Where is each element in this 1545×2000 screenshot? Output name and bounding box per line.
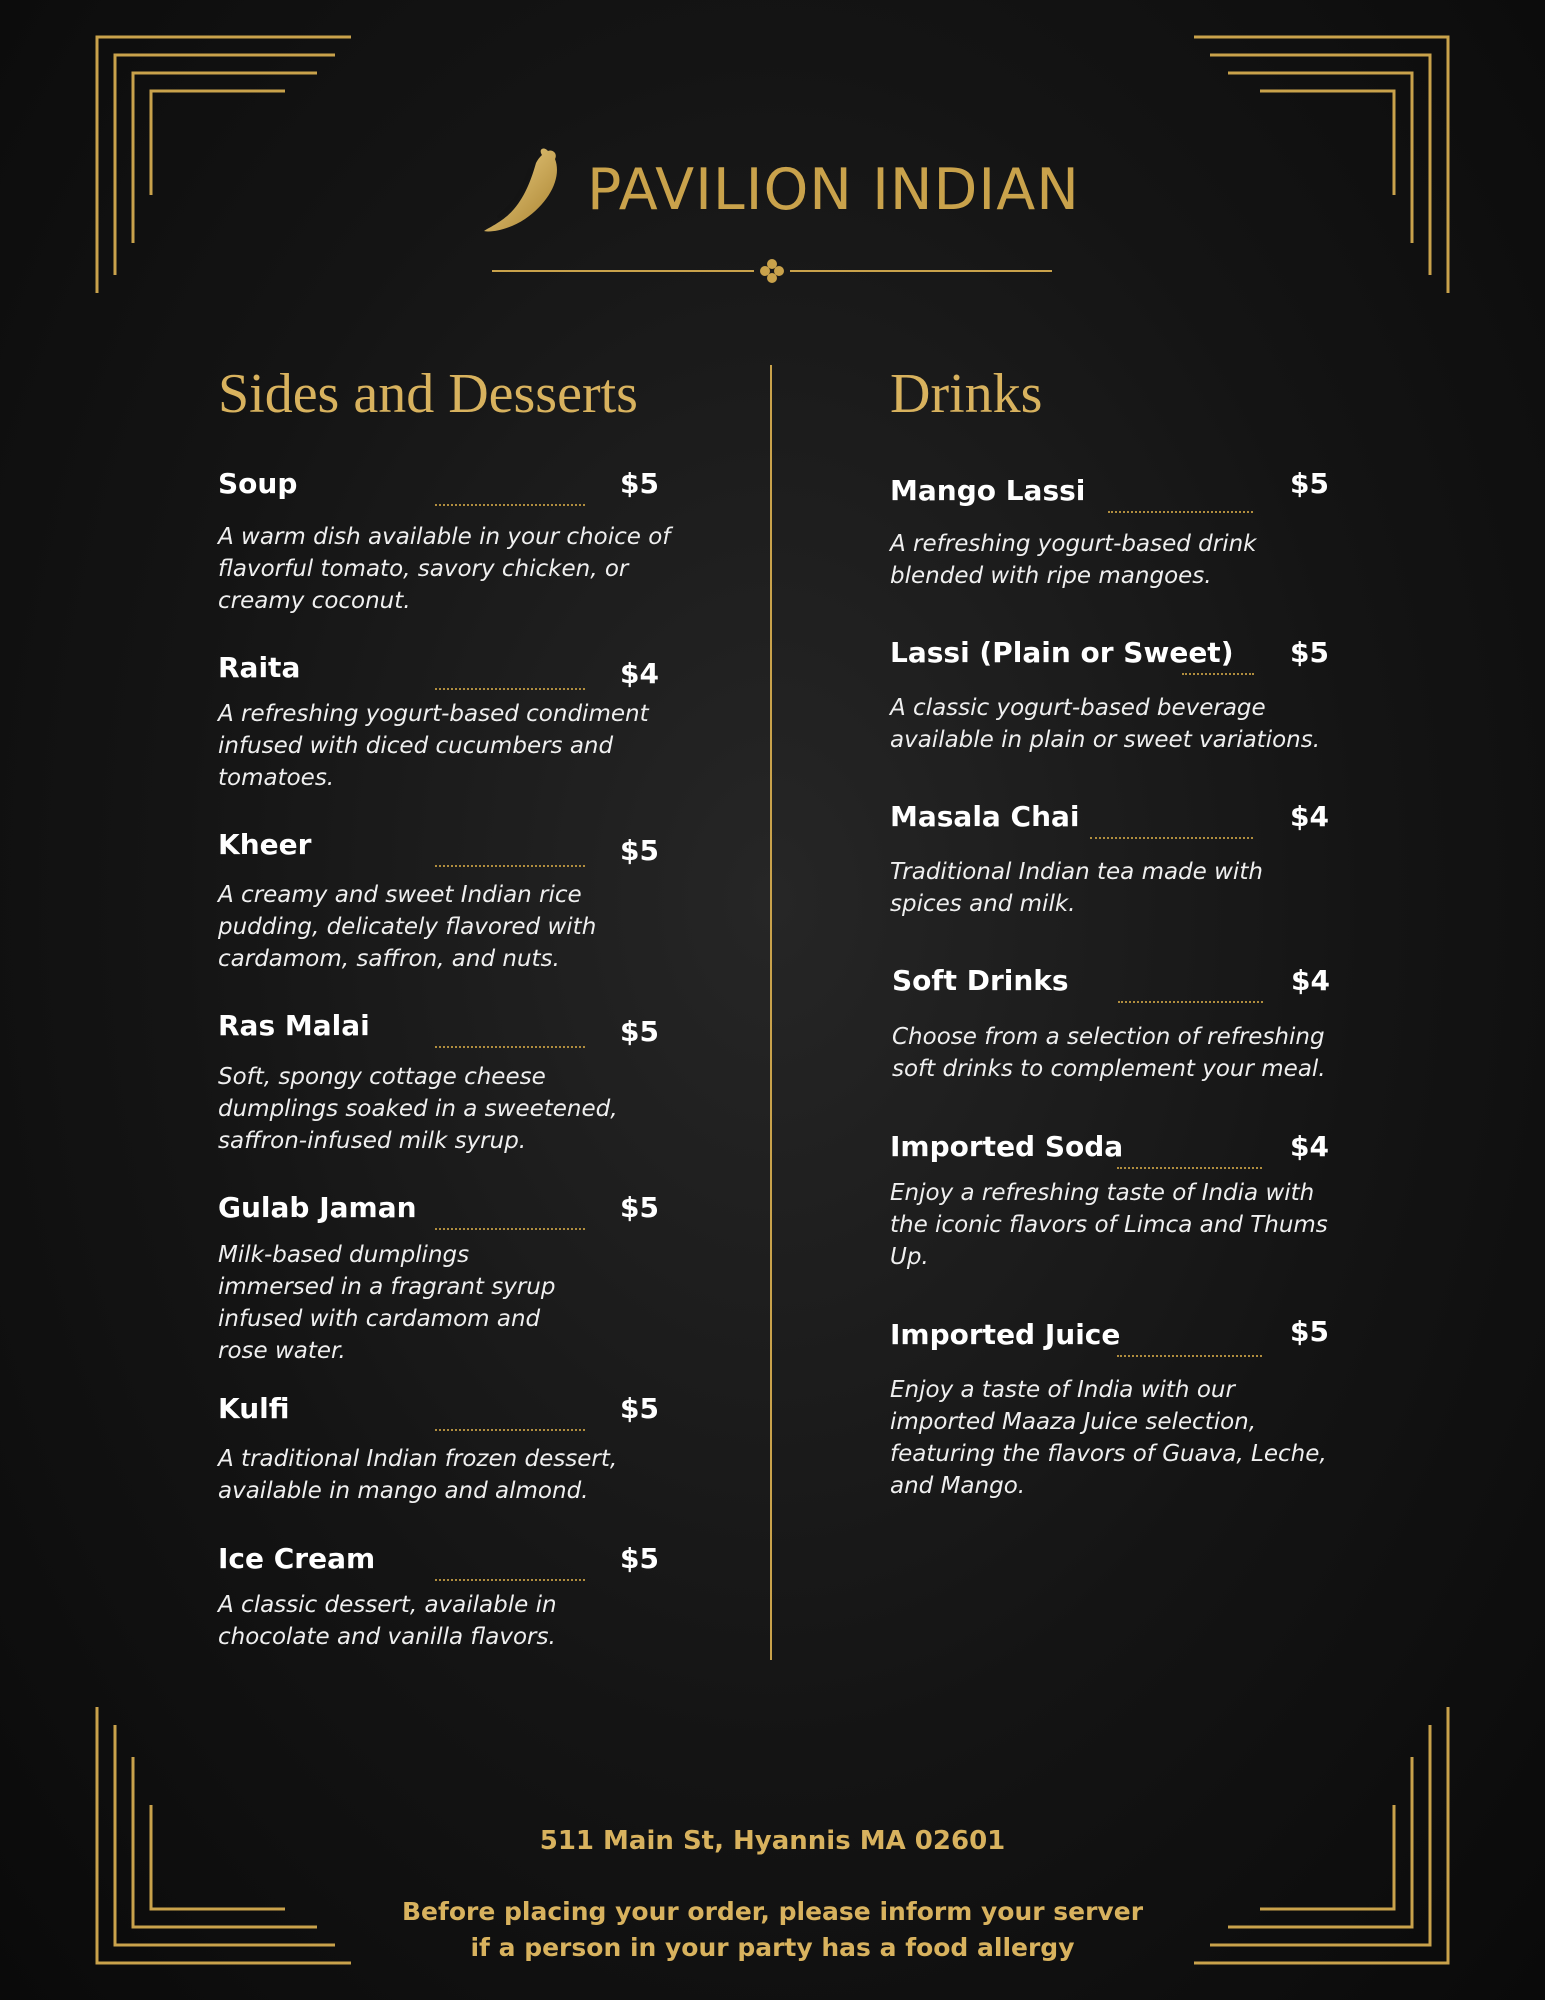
corner-ornament-top-left	[95, 35, 355, 295]
item-description: Enjoy a refreshing taste of India with the iconic flavors of Limca and Thums Up.	[890, 1180, 1328, 1270]
item-name: Ras Malai	[218, 1009, 370, 1042]
item-price: $5	[620, 1392, 659, 1425]
item-description: Soft, spongy cottage cheese dumplings soaked in a sweetened, saffron-infused milk syrup.	[218, 1064, 618, 1154]
item-description: A classic yogurt-based beverage available in plain or sweet variations.	[890, 695, 1321, 753]
chili-pepper-icon	[480, 147, 565, 237]
menu-item-kulfi	[218, 1392, 688, 1504]
item-name: Raita	[218, 651, 301, 684]
item-description: Enjoy a taste of India with our imported Maaza Juice selection, featuring the flavors of Guava, Leche, and Mango.	[890, 1377, 1327, 1499]
menu-item-imported-soda	[890, 1130, 1360, 1270]
item-price: $5	[1290, 636, 1329, 669]
item-name: Imported Juice	[890, 1318, 1121, 1351]
item-description: A traditional Indian frozen dessert, available in mango and almond.	[218, 1446, 618, 1504]
dot-leader	[435, 865, 585, 867]
item-description: A warm dish available in your choice of flavorful tomato, savory chicken, or creamy coconut.	[218, 524, 671, 614]
item-description: Choose from a selection of refreshing soft drinks to complement your meal.	[892, 1024, 1326, 1082]
brand-header	[480, 135, 1080, 235]
dot-leader	[1117, 1167, 1262, 1169]
item-description: Milk-based dumplings immersed in a fragrant syrup infused with cardamom and rose water.	[218, 1242, 556, 1364]
item-name: Lassi (Plain or Sweet)	[890, 636, 1234, 669]
dot-leader	[1117, 1355, 1262, 1357]
allergy-notice-line-1: Before placing your order, please inform your server	[401, 1897, 1144, 1926]
item-name: Imported Soda	[890, 1130, 1124, 1163]
item-price: $5	[620, 467, 659, 500]
dot-leader	[435, 1046, 585, 1048]
item-name: Kheer	[218, 828, 312, 861]
item-price: $5	[620, 1015, 659, 1048]
dot-leader	[1118, 1001, 1263, 1003]
item-price: $5	[620, 1191, 659, 1224]
menu-item-imported-juice	[890, 1315, 1360, 1499]
restaurant-address: 511 Main St, Hyannis MA 02601	[539, 1826, 1006, 1856]
allergy-notice-line-2: if a person in your party has a food allergy	[470, 1933, 1075, 1962]
item-price: $4	[1291, 964, 1330, 997]
dot-leader	[1182, 673, 1254, 675]
item-price: $4	[620, 657, 659, 690]
item-name: Soup	[218, 467, 298, 500]
item-description: A refreshing yogurt-based condiment infused with diced cucumbers and tomatoes.	[218, 701, 649, 791]
menu-item-masala-chai	[890, 800, 1360, 917]
menu-item-ice-cream	[218, 1542, 688, 1650]
section-title-drinks: Drinks	[890, 363, 1043, 425]
item-price: $5	[620, 1542, 659, 1575]
menu-item-soup	[218, 467, 688, 614]
item-price: $4	[1290, 1130, 1329, 1163]
item-price: $4	[1290, 800, 1329, 833]
item-description: A classic dessert, available in chocolate and vanilla flavors.	[218, 1592, 557, 1650]
item-name: Ice Cream	[218, 1542, 376, 1575]
corner-ornament-top-right	[1190, 35, 1450, 295]
menu-item-kheer	[218, 828, 688, 972]
item-description: A creamy and sweet Indian rice pudding, delicately flavored with cardamom, saffron, and nuts.	[218, 882, 597, 972]
dot-leader	[435, 1228, 585, 1230]
dot-leader	[435, 688, 585, 690]
menu-item-lassi-plain-or-sweet	[890, 636, 1360, 753]
restaurant-name: PAVILION INDIAN	[587, 157, 1080, 223]
item-name: Kulfi	[218, 1392, 290, 1425]
item-name: Mango Lassi	[890, 474, 1086, 507]
menu-item-ras-malai	[218, 1009, 688, 1154]
column-divider	[770, 365, 772, 1660]
menu-item-raita	[218, 651, 688, 791]
dot-leader	[435, 1429, 585, 1431]
allergy-notice	[0, 1894, 1545, 1966]
dot-leader	[1090, 837, 1253, 839]
dot-leader	[1108, 511, 1253, 513]
menu-item-soft-drinks	[892, 964, 1362, 1082]
section-title-sides-desserts: Sides and Desserts	[218, 363, 638, 425]
menu-item-mango-lassi	[890, 467, 1360, 589]
item-description: A refreshing yogurt-based drink blended with ripe mangoes.	[890, 531, 1257, 589]
dot-leader	[435, 504, 585, 506]
item-price: $5	[620, 834, 659, 867]
item-name: Masala Chai	[890, 800, 1080, 833]
item-description: Traditional Indian tea made with spices and milk.	[890, 859, 1263, 917]
item-price: $5	[1290, 1315, 1329, 1348]
item-price: $5	[1290, 467, 1329, 500]
item-name: Gulab Jaman	[218, 1191, 417, 1224]
item-name: Soft Drinks	[892, 964, 1069, 997]
header-divider-ornament	[492, 258, 1052, 284]
dot-leader	[435, 1579, 585, 1581]
menu-item-gulab-jaman	[218, 1191, 688, 1364]
